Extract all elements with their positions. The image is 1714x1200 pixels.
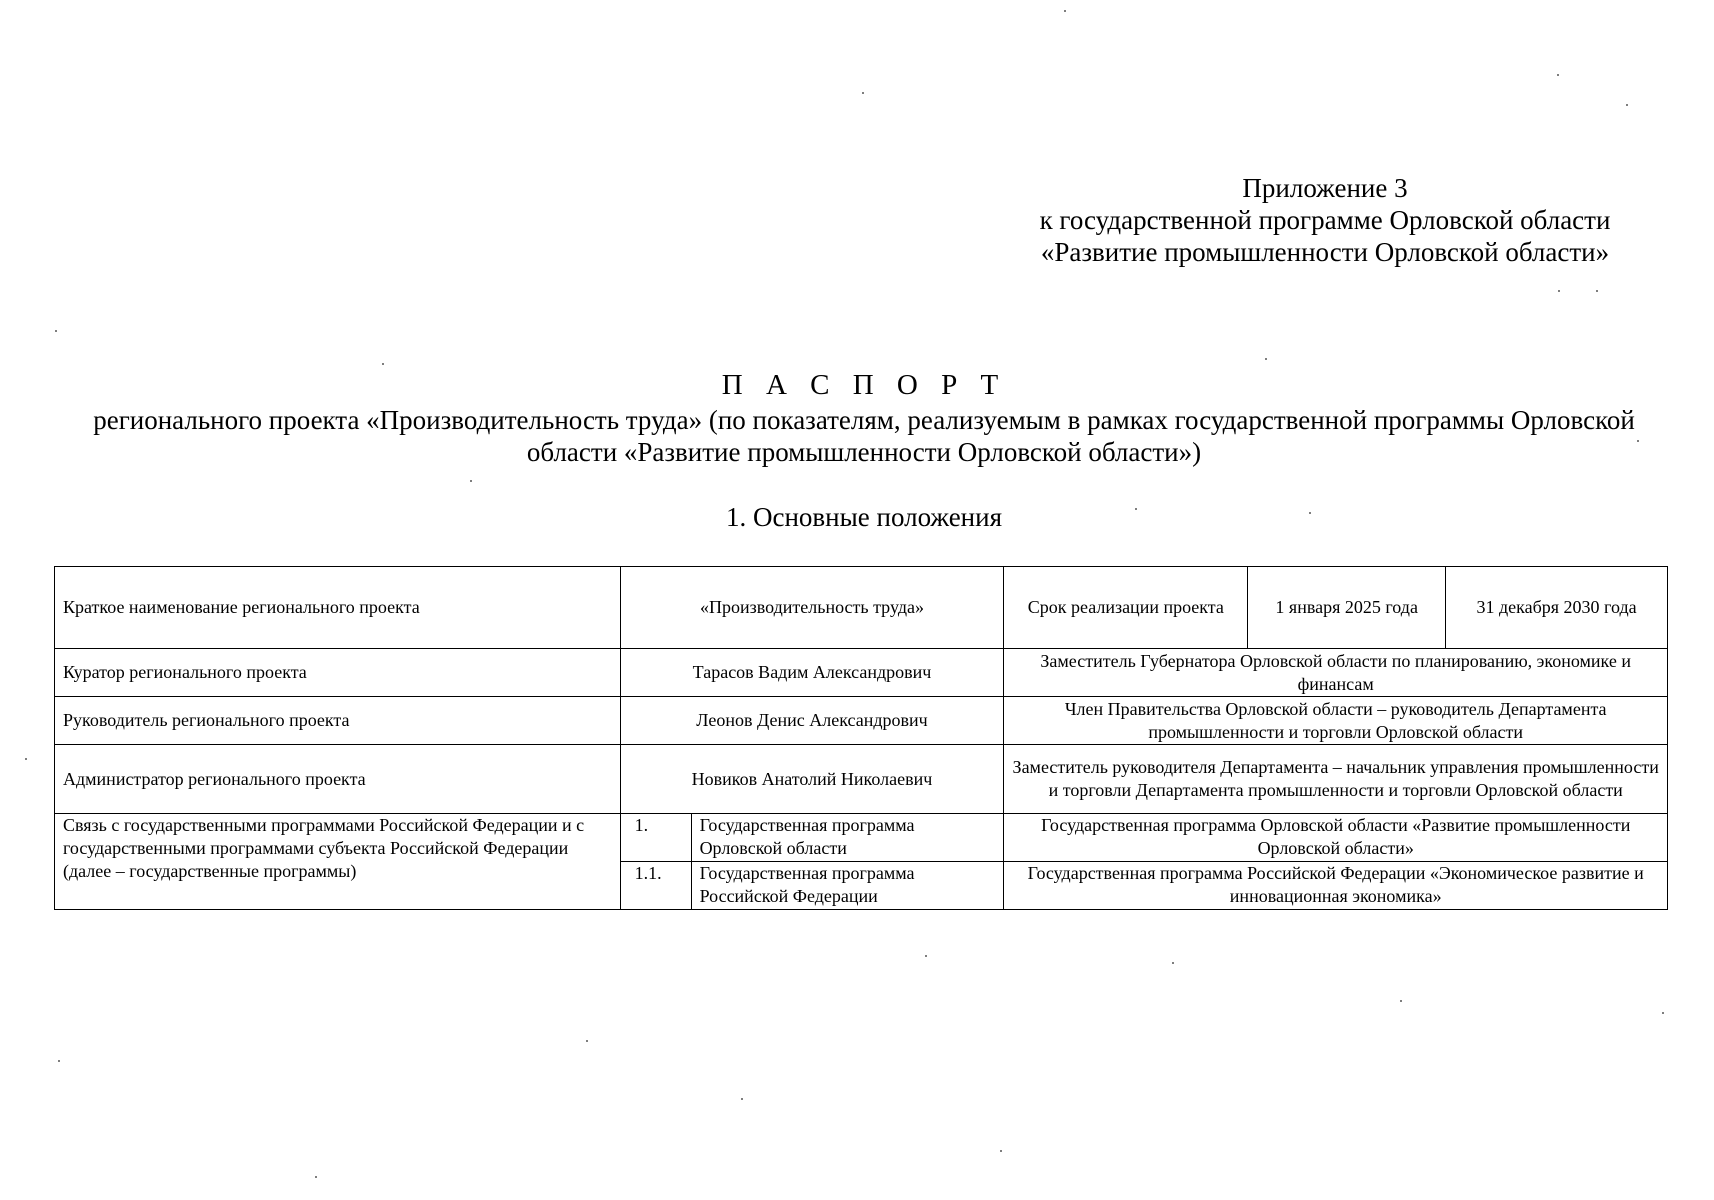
program-link-label: Связь с государственными программами Российской Федерации и с государственными программами субъекта Российской Федерации (далее – государственные программы) <box>55 814 621 910</box>
leader-position: Член Правительства Орловской области – руководитель Департамента промышленности и торговли Орловской области <box>1004 697 1668 745</box>
program-link-number: 1.1. <box>620 862 691 910</box>
document-title: П А С П О Р Т <box>721 369 1007 401</box>
administrator-person: Новиков Анатолий Николаевич <box>620 745 1004 814</box>
leader-label: Руководитель регионального проекта <box>55 697 621 745</box>
short-name-value: «Производительность труда» <box>620 567 1004 649</box>
program-link-type: Государственная программа Российской Федерации <box>691 862 1004 910</box>
program-link-number: 1. <box>620 814 691 862</box>
appendix-number: Приложение 3 <box>1242 173 1408 203</box>
document-subtitle: регионального проекта «Производительность труда» (по показателям, реализуемым в рамках государственной программы Орловской области «Развитие промышленности Орловской области») <box>93 405 1635 467</box>
term-end: 31 декабря 2030 года <box>1446 567 1668 649</box>
administrator-label: Администратор регионального проекта <box>55 745 621 814</box>
short-name-label: Краткое наименование регионального проекта <box>55 567 621 649</box>
leader-person: Леонов Денис Александрович <box>620 697 1004 745</box>
section-heading: 1. Основные положения <box>726 502 1002 532</box>
program-link-name: Государственная программа Российской Федерации «Экономическое развитие и инновационная экономика» <box>1004 862 1668 910</box>
curator-position: Заместитель Губернатора Орловской области по планированию, экономике и финансам <box>1004 649 1668 697</box>
term-start: 1 января 2025 года <box>1248 567 1446 649</box>
program-link-name: Государственная программа Орловской области «Развитие промышленности Орловской области» <box>1004 814 1668 862</box>
program-link-type: Государственная программа Орловской области <box>691 814 1004 862</box>
table-row <box>55 649 1668 697</box>
curator-label: Куратор регионального проекта <box>55 649 621 697</box>
document-title-block <box>60 368 1668 468</box>
appendix-header <box>1000 172 1650 268</box>
table-row <box>55 697 1668 745</box>
term-label: Срок реализации проекта <box>1004 567 1248 649</box>
appendix-program-name: «Развитие промышленности Орловской области» <box>1040 237 1610 267</box>
table-row <box>55 814 1668 862</box>
table-row <box>55 745 1668 814</box>
main-provisions-table <box>54 566 1668 910</box>
appendix-program-ref: к государственной программе Орловской области <box>1039 205 1611 235</box>
curator-person: Тарасов Вадим Александрович <box>620 649 1004 697</box>
administrator-position: Заместитель руководителя Департамента – начальник управления промышленности и торговли Департамента промышленности и торговли Орловской области <box>1004 745 1668 814</box>
table-row <box>55 567 1668 649</box>
